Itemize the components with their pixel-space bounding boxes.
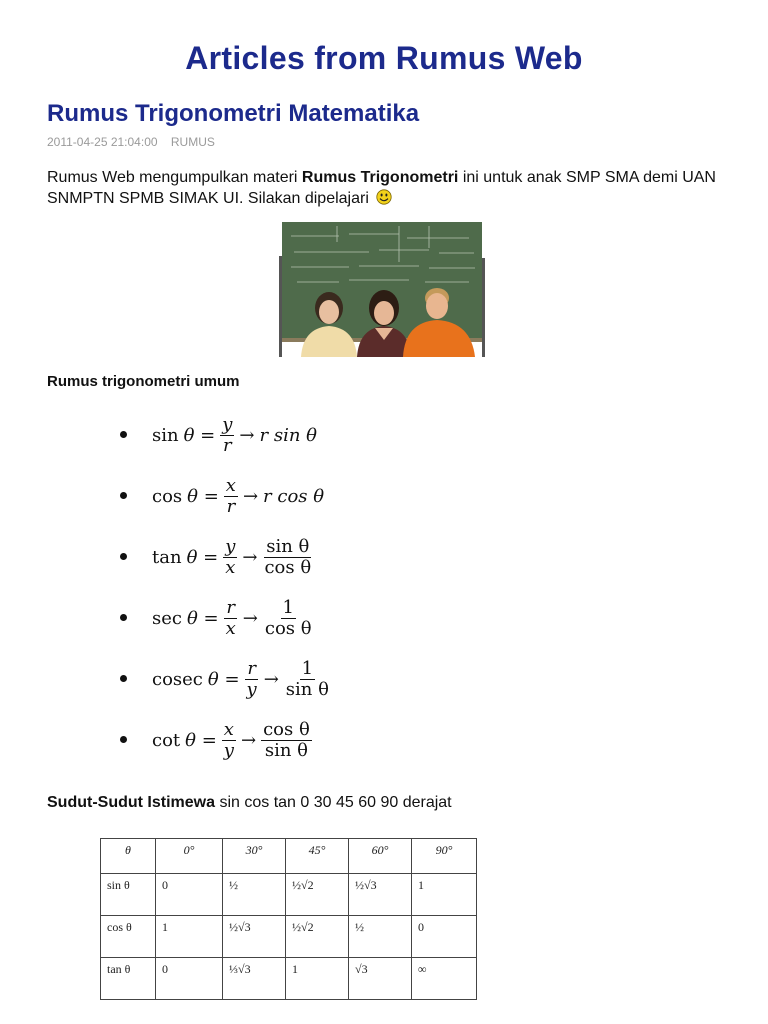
intro-text-end: ini untuk anak SMP SMA demi UAN SNMPTN SPMB SIMAK UI. Silakan dipelajari [47, 169, 716, 207]
intro-text-start: Rumus Web mengumpulkan materi [47, 169, 302, 186]
table-cell: 1 [156, 916, 223, 958]
table-header-row [101, 839, 477, 874]
table-cell: ½√2 [286, 916, 349, 958]
formula-result-den: sin θ [285, 678, 329, 700]
table-header-cell: 0° [156, 839, 223, 874]
formula-tan: tan θ = $\frac{y}{x}$ → $\frac{\text{sin θ}}{\text{cos θ}}$ [118, 532, 438, 593]
formula-cos: cos θ = $\frac{x}{r}$ → r cos θ [118, 471, 438, 532]
site-title: Articles from Rumus Web [185, 40, 583, 76]
formula-result: r cos θ [263, 485, 325, 507]
table-row-label: sin θ [101, 874, 156, 916]
bullet [120, 614, 127, 621]
sudut-rest: sin cos tan 0 30 45 60 90 derajat [215, 794, 452, 811]
post-date: 2011-04-25 21:04:00 [47, 135, 158, 149]
post-title[interactable]: Rumus Trigonometri Matematika [47, 100, 420, 127]
formula-den: r [226, 495, 236, 517]
formula-list [118, 410, 438, 776]
bullet [120, 675, 127, 682]
bullet [120, 431, 127, 438]
table-cell: ½√3 [223, 916, 286, 958]
formula-den: y [246, 678, 257, 700]
formula-result-num: cos θ [263, 718, 310, 740]
formula-num: y [222, 413, 233, 435]
table-cell: ½ [349, 916, 412, 958]
formula-fn: cot [152, 729, 181, 751]
special-angles-table [100, 838, 477, 1000]
table-cell: 0 [412, 916, 477, 958]
table-row-label: tan θ [101, 958, 156, 1000]
bullet [120, 736, 127, 743]
students-chalkboard-photo [279, 222, 489, 357]
formula-num: r [226, 596, 235, 618]
formula-cot: cot θ = $\frac{x}{y}$ → $\frac{\text{cos θ}}{\text{sin θ}}$ [118, 715, 438, 776]
section-heading-sudut [47, 794, 452, 812]
formula-result-num: 1 [301, 657, 314, 679]
formula-num: r [247, 657, 256, 679]
section-heading-umum: Rumus trigonometri umum [47, 373, 240, 390]
table-cell: ½ [223, 874, 286, 916]
formula-result-num: sin θ [266, 535, 310, 557]
table-row [101, 958, 477, 1000]
formula-result-den: cos θ [264, 556, 312, 578]
table-cell: ⅓√3 [223, 958, 286, 1000]
intro-paragraph [47, 167, 737, 209]
formula-fn: cosec [152, 668, 203, 690]
post-meta [47, 135, 225, 149]
intro-bold-term: Rumus Trigonometri [301, 169, 459, 186]
table-cell: 0 [156, 958, 223, 1000]
formula-sec: sec θ = $\frac{r}{x}$ → $\frac{1}{\text{cos θ}}$ [118, 593, 438, 654]
formula-sin: sin θ = $\frac{y}{r}$ → r sin θ [118, 410, 438, 471]
table-header-cell: 90° [412, 839, 477, 874]
formula-result-num: 1 [282, 596, 294, 618]
photo-illustration [279, 222, 489, 357]
formula-fn: sec [152, 607, 182, 629]
formula-result-den: cos θ [264, 617, 312, 639]
table-header-cell: θ [101, 839, 156, 874]
bullet [120, 553, 127, 560]
formula-den: y [223, 739, 234, 761]
formula-num: x [223, 718, 234, 740]
table-cell: 0 [156, 874, 223, 916]
table-header-cell: 60° [349, 839, 412, 874]
table-row [101, 916, 477, 958]
formula-fn: cos [152, 485, 183, 507]
table-cell: ½√2 [286, 874, 349, 916]
table-cell: 1 [286, 958, 349, 1000]
table-row [101, 874, 477, 916]
formula-num: y [225, 535, 236, 557]
table-header-cell: 45° [286, 839, 349, 874]
table-cell: ½√3 [349, 874, 412, 916]
formula-den: r [223, 434, 232, 456]
table-cell: ∞ [412, 958, 477, 1000]
formula-den: x [225, 556, 236, 578]
table-header-cell: 30° [223, 839, 286, 874]
bullet [120, 492, 127, 499]
table-cell: 1 [412, 874, 477, 916]
sudut-bold: Sudut-Sudut Istimewa [47, 794, 215, 811]
post-category[interactable]: RUMUS [170, 135, 215, 149]
formula-result: r sin θ [259, 424, 317, 446]
table-row-label: cos θ [101, 916, 156, 958]
smiley-face-icon [376, 189, 392, 205]
formula-fn: tan [152, 546, 182, 568]
formula-cosec: cosec θ = $\frac{r}{y}$ → $\frac{1}{\text{sin θ}}$ [118, 654, 438, 715]
table-cell: √3 [349, 958, 412, 1000]
formula-result-den: sin θ [264, 739, 308, 761]
formula-den: x [225, 617, 236, 639]
formula-fn: sin [152, 424, 179, 446]
formula-num: x [225, 474, 236, 496]
